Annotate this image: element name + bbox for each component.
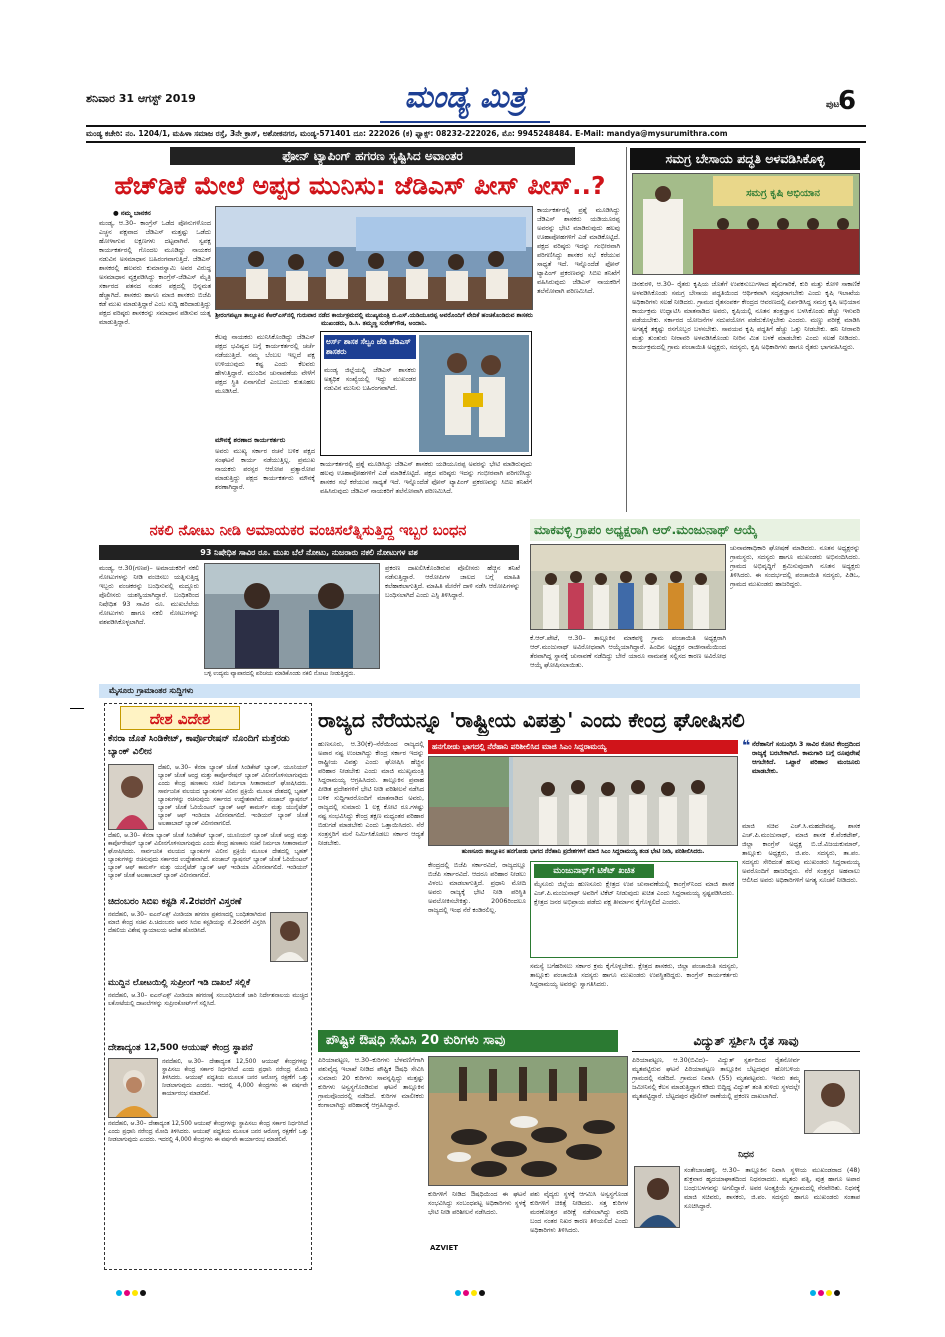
story5-body-col2: ಕೇಂದ್ರದಲ್ಲಿ ಬಿಜೆಪಿ ಸರ್ಕಾರವಿದೆ, ರಾಜ್ಯದಲ್ಲೂ ಬಿಜೆಪಿ ಸರ್ಕಾರವಿದೆ. ಆದರೂ ಪರಿಹಾರ ನೀಡಲು ವಿಳಂಬ ಮಾಡಲಾಗುತ್ತಿದೆ. ಪ್ರಧಾನಿ ಮೋದಿ ಅವರು ರಾಜ್ಯಕ್ಕೆ ಭೇಟಿ ನೀಡಿ ಪರಿಸ್ಥಿತಿ ಅವಲೋಕಿಸಬೇಕಿತ್ತು. 2006ರಿಂದಲೂ ರಾಜ್ಯದಲ್ಲಿ ಇಂಥ ನೆರೆ ಕಂಡಿರಲಿಲ್ಲ.: [428, 861, 526, 914]
column-divider: [626, 147, 627, 512]
story2-headline: ಸಮಗ್ರ ಬೇಸಾಯ ಪದ್ಧತಿ ಅಳವಡಿಸಿಕೊಳ್ಳಿ: [630, 148, 860, 170]
story3-body-right: ಪ್ರಕರಣ ದಾಖಲಿಸಿಕೊಂಡಿರುವ ಪೊಲೀಸರು ಹೆಚ್ಚಿನ ತನಿಖೆ ನಡೆಸುತ್ತಿದ್ದಾರೆ. ಆರೋಪಿಗಳ ಜಾಲದ ಬಗ್ಗೆ ಮಾಹಿತಿ ಕಲೆಹಾಕಲಾಗುತ್ತಿದೆ. ಮಾಹಿತಿ ಮೇರೆಗೆ ದಾಳಿ ನಡೆಸಿ ಆರೋಪಿಗಳನ್ನು ಬಂಧಿಸಲಾಗಿದೆ ಎಂದು ಎಸ್ಪಿ ತಿಳಿಸಿದ್ದಾರೆ.: [385, 564, 520, 599]
story2-event-image: [633, 174, 860, 275]
story1-inset-title: ಅರ್ಸ್ ಶಾಸಕ ಸೆಲ್ವಂ ಜೆಡಿ ಜೆಡಿಎಸ್ ಶಾಸಕರು: [324, 335, 416, 359]
page-number: 6: [838, 86, 857, 116]
story5-flood-image: [429, 757, 738, 846]
obituary-title: ನಿಧನ: [738, 1150, 754, 1160]
desha-videsha-title: ದೇಶ ವಿದೇಶ: [120, 706, 240, 730]
registration-dots-right: [810, 1281, 842, 1300]
pm-photo: [108, 1058, 158, 1118]
page-label: ಪುಟ-: [826, 100, 843, 110]
story1-body-col5: ಕಾರ್ಯಕರ್ತರಲ್ಲಿ ಪ್ರಶ್ನೆ ಮೂಡಿಸಿದ್ದು ಜೆಡಿಎಸ್ ಶಾಸಕರು ಯಡಿಯೂರಪ್ಪ ಅವರನ್ನು ಭೇಟಿ ಮಾಡಿರುವುದು ಹಲವು ಊಹಾಪೋಹಗಳಿಗೆ ಎಡೆ ಮಾಡಿಕೊಟ್ಟಿದೆ. ಪಕ್ಷದ ವರಿಷ್ಠರು ಇದನ್ನು ಗಂಭೀರವಾಗಿ ಪರಿಗಣಿಸಿದ್ದು ಶಾಸಕರ ಸಭೆ ಕರೆಯುವ ಸಾಧ್ಯತೆ ಇದೆ. ಇನ್ನೊಂದೆಡೆ ಫೋನ್ ಟ್ಯಾಪಿಂಗ್ ಪ್ರಕರಣವನ್ನು ಸಿಬಿಐ ತನಿಖೆಗೆ ವಹಿಸಿರುವುದು ಜೆಡಿಎಸ್ ನಾಯಕರಿಗೆ ತಲೆನೋವಾಗಿ ಪರಿಣಮಿಸಿದೆ.: [537, 206, 620, 295]
story1-body-col3: ಅವರು ಮುಖ್ಯ ಸರ್ಕಾರ ರಚನೆ ಬಳಿಕ ಪಕ್ಷದ ಸಂಘಟನೆ ಕಾರ್ಯ ನಡೆಯುತ್ತಿಲ್ಲ. ಪ್ರಮುಖ ನಾಯಕರು ಪರಸ್ಪರ ಆರೋಪ ಪ್ರತ್ಯಾರೋಪ ಮಾಡುತ್ತಿದ್ದು ಪಕ್ಷದ ಕಾರ್ಯಕರ್ತರು ಮೌನಕ್ಕೆ ಶರಣಾಗಿದ್ದಾರೆ.: [215, 447, 315, 491]
story5-quote: [742, 740, 860, 818]
desha-t4: ನವದೆಹಲಿ, ಆ.30– ದೇಶಾದ್ಯಂತ 12,500 ಆಯುಷ್ ಕೇಂದ್ರಗಳನ್ನು ಸ್ಥಾಪಿಸಲು ಕೇಂದ್ರ ಸರ್ಕಾರ ನಿರ್ಧರಿಸಿದೆ ಎಂದು ಪ್ರಧಾನಿ ನರೇಂದ್ರ ಮೋದಿ ತಿಳಿಸಿದರು. ಆಯುಷ್ ಪದ್ಧತಿಯ ಮೂಲಕ ಜನರ ಆರೋಗ್ಯ ರಕ್ಷಣೆಗೆ ಒತ್ತು ನೀಡಲಾಗುವುದು ಎಂದರು. ಇದರಲ್ಲಿ 4,000 ಕೇಂದ್ರಗಳು ಈ ವರ್ಷವೇ ಕಾರ್ಯಾರಂಭ ಮಾಡಲಿವೆ.: [162, 1059, 308, 1097]
story4-group-image: [531, 545, 726, 630]
story5-right-col: ಮಾಜಿ ಸಚಿವ ಎಚ್.ಸಿ.ಮಹದೇವಪ್ಪ, ಶಾಸಕ ಎಚ್.ಪಿ.ಮಂಜುನಾಥ್, ಮಾಜಿ ಶಾಸಕ ಕೆ.ವೆಂಕಟೇಶ್, ಜಿಲ್ಲಾ ಕಾಂಗ್ರೆಸ್ ಅಧ್ಯಕ್ಷ ಬಿ.ಜೆ.ವಿಜಯಕುಮಾರ್, ತಾಲ್ಲೂಕು ಅಧ್ಯಕ್ಷರು, ಜಿ.ಪಂ. ಸದಸ್ಯರು, ತಾ.ಪಂ. ಸದಸ್ಯರು ಸೇರಿದಂತೆ ಹಲವು ಮುಖಂಡರು ಸಿದ್ದರಾಮಯ್ಯ ಅವರೊಂದಿಗೆ ಹಾಜರಿದ್ದರು. ನೆರೆ ಸಂತ್ರಸ್ತರ ಅಹವಾಲು ಆಲಿಸಿದ ಅವರು ಅಧಿಕಾರಿಗಳಿಗೆ ಅಗತ್ಯ ಸೂಚನೆ ನೀಡಿದರು.: [742, 822, 860, 884]
story5-inner-head: ಮಂಜುನಾಥ್‌ಗೆ ಟಿಕೆಟ್ ಖಚಿತ: [534, 864, 654, 878]
story1-photo: [215, 206, 533, 310]
chidambaram-photo: [270, 912, 308, 962]
story5-photo-kicker: ಹನಗೋಡು ಭಾಗದಲ್ಲಿ ನೆರೆಹಾನಿ ಪರಿಶೀಲಿಸಿದ ಮಾಜಿ ಸಿಎಂ ಸಿದ್ದರಾಮಯ್ಯ: [428, 740, 738, 754]
masthead-rule-top: [86, 125, 866, 127]
story1-body-col2: ಕೆಲವು ನಾಯಕರು ಮುನಿಸಿಕೊಂಡಿದ್ದು ಜೆಡಿಎಸ್ ಪಕ್ಷದ ಭವಿಷ್ಯದ ಬಗ್ಗೆ ಕಾರ್ಯಕರ್ತರಲ್ಲಿ ಚರ್ಚೆ ನಡೆಯುತ್ತಿದೆ. ನಮ್ಮ ಬೆಂಬಲ ಇಲ್ಲದೆ ಪಕ್ಷ ಉಳಿಯುವುದು ಕಷ್ಟ ಎಂದು ಕೆಲವರು ಹೇಳುತ್ತಿದ್ದಾರೆ. ಮುಂದಿನ ಚುನಾವಣೆಯ ವೇಳೆಗೆ ಪಕ್ಷದ ಸ್ಥಿತಿ ಏನಾಗಲಿದೆ ಎಂಬುದು ಕುತೂಹಲ ಮೂಡಿಸಿದೆ.: [215, 333, 315, 395]
masthead-rule-bottom: [86, 141, 866, 143]
story5-body-col1: ಹುಣಸೂರು, ಆ.30(ಕೆ)–ನೆರೆಯಿಂದ ರಾಜ್ಯದಲ್ಲಿ ಅಪಾರ ನಷ್ಟ ಉಂಟಾಗಿದ್ದು ಕೇಂದ್ರ ಸರ್ಕಾರ ಇದನ್ನು ರಾಷ್ಟ್ರೀಯ ವಿಪತ್ತು ಎಂದು ಘೋಷಿಸಿ ಹೆಚ್ಚಿನ ಪರಿಹಾರ ನೀಡಬೇಕು ಎಂದು ಮಾಜಿ ಮುಖ್ಯಮಂತ್ರಿ ಸಿದ್ದರಾಮಯ್ಯ ಆಗ್ರಹಿಸಿದರು. ತಾಲ್ಲೂಕಿನ ಪ್ರವಾಹ ಪೀಡಿತ ಪ್ರದೇಶಗಳಿಗೆ ಭೇಟಿ ನೀಡಿ ಪರಿಶೀಲನೆ ನಡೆಸಿದ ಬಳಿಕ ಸುದ್ದಿಗಾರರೊಂದಿಗೆ ಮಾತನಾಡಿದ ಅವರು, ರಾಜ್ಯದಲ್ಲಿ ಸುಮಾರು 1 ಲಕ್ಷ ಕೋಟಿ ರೂ.ಗಳಷ್ಟು ನಷ್ಟ ಸಂಭವಿಸಿದ್ದು ಕೇಂದ್ರ ತಕ್ಷಣ ಮಧ್ಯಂತರ ಪರಿಹಾರ ಬಿಡುಗಡೆ ಮಾಡಬೇಕು ಎಂದು ಒತ್ತಾಯಿಸಿದರು. ನೆರೆ ಸಂತ್ರಸ್ತರಿಗೆ ಮನೆ ನಿರ್ಮಿಸಿಕೊಡಲು ಸರ್ಕಾರ ಆದ್ಯತೆ ನೀಡಬೇಕು.: [318, 740, 424, 847]
story5-photo: [428, 756, 738, 846]
story6-photo: [428, 1056, 628, 1186]
story3-photo: [204, 563, 380, 669]
story1-inset: [320, 331, 532, 456]
story4-body: ಕೆ.ಆರ್.ಪೇಟೆ, ಆ.30– ತಾಲ್ಲೂಕಿನ ಮಾಕವಳ್ಳಿ ಗ್ರಾಮ ಪಂಚಾಯಿತಿ ಅಧ್ಯಕ್ಷರಾಗಿ ಆರ್.ಮಂಜುನಾಥ್ ಅವಿರೋಧವಾಗಿ ಆಯ್ಕೆಯಾಗಿದ್ದಾರೆ. ಹಿಂದಿನ ಅಧ್ಯಕ್ಷರ ರಾಜೀನಾಮೆಯಿಂದ ತೆರವಾಗಿದ್ದ ಸ್ಥಾನಕ್ಕೆ ಚುನಾವಣೆ ನಡೆದಿದ್ದು ಬೇರೆ ಯಾರೂ ನಾಮಪತ್ರ ಸಲ್ಲಿಸದ ಕಾರಣ ಅವಿರೋಧ ಆಯ್ಕೆ ಘೋಷಿಸಲಾಯಿತು.: [530, 634, 726, 669]
registration-dots-left: [116, 1281, 148, 1300]
story5-body-col3: ಸಮಸ್ಯೆ ಬಗೆಹರಿಸಲು ಸರ್ಕಾರ ಕ್ರಮ ಕೈಗೊಳ್ಳಬೇಕು. ಕ್ಷೇತ್ರದ ಶಾಸಕರು, ಜಿಲ್ಲಾ ಪಂಚಾಯಿತಿ ಸದಸ್ಯರು, ತಾಲ್ಲೂಕು ಪಂಚಾಯಿತಿ ಸದಸ್ಯರು ಹಾಗೂ ಮುಖಂಡರು ಉಪಸ್ಥಿತರಿದ್ದರು. ಕಾಂಗ್ರೆಸ್ ಕಾರ್ಯಕರ್ತರು ಸಿದ್ದರಾಮಯ್ಯ ಅವರನ್ನು ಸ್ವಾಗತಿಸಿದರು.: [530, 962, 738, 988]
story3-accused-image: [205, 564, 380, 669]
story6-body-col2: ಕುರಿಗಳಿಗೆ ನೀಡಿದ ಔಷಧಿಯಿಂದ ಈ ಘಟನೆ ಸಂಭವಿಸಿದ್ದು ಸಂಬಂಧಪಟ್ಟ ಅಧಿಕಾರಿಗಳು ಸ್ಥಳಕ್ಕೆ ಭೇಟಿ ನೀಡಿ ಪರಿಶೀಲನೆ ನಡೆಸಿದರು.: [428, 1190, 526, 1216]
story6-headline: ಪೌಷ್ಟಿಕ ಔಷಧಿ ಸೇವಿಸಿ 20 ಕುರಿಗಳು ಸಾವು: [318, 1030, 618, 1052]
story2-photo: [632, 173, 860, 275]
story7-body: ಪಿರಿಯಾಪಟ್ಟಣ, ಆ.30(ಬಿವಿದ)– ವಿದ್ಯುತ್ ಸ್ಪರ್ಶದಿಂದ ರೈತನೋರ್ವ ಮೃತಪಟ್ಟಿರುವ ಘಟನೆ ಪಿರಿಯಾಪಟ್ಟಣ ತಾಲ್ಲೂಕಿನ ಬೆಟ್ಟದಪುರ ಹೋಬಳಿಯ ಗ್ರಾಮದಲ್ಲಿ ನಡೆದಿದೆ. ಗ್ರಾಮದ ನಿವಾಸಿ (55) ಮೃತಪಟ್ಟವರು. ಇವರು ತಮ್ಮ ಜಮೀನಿನಲ್ಲಿ ಕೆಲಸ ಮಾಡುತ್ತಿದ್ದಾಗ ಕಡಿದು ಬಿದ್ದಿದ್ದ ವಿದ್ಯುತ್ ತಂತಿ ತುಳಿದು ಸ್ಥಳದಲ್ಲೇ ಮೃತಪಟ್ಟಿದ್ದಾರೆ. ಬೆಟ್ಟದಪುರ ಪೊಲೀಸ್ ಠಾಣೆಯಲ್ಲಿ ಪ್ರಕರಣ ದಾಖಲಾಗಿದೆ.: [632, 1056, 800, 1100]
story7-photo: [804, 1070, 860, 1134]
story3-headline: ನಕಲಿ ನೋಟು ನೀಡಿ ಅಮಾಯಕರ ವಂಚಿಸಲೆತ್ನಿಸುತ್ತಿದ್ದ ಇಬ್ಬರ ಬಂಧನ: [149, 523, 467, 539]
obituary-photo: [634, 1166, 680, 1228]
obituary-body: ಸಂತೇಬಾಚಹಳ್ಳಿ, ಆ.30– ತಾಲ್ಲೂಕಿನ ನಿವಾಸಿ ಸ್ಥಳೀಯ ಮುಖಂಡರಾದ (48) ಶುಕ್ರವಾರ ಹೃದಯಾಘಾತದಿಂದ ನಿಧನರಾದರು. ಮೃತರು ಪತ್ನಿ, ಪುತ್ರ ಹಾಗೂ ಅಪಾರ ಬಂಧುಬಳಗವನ್ನು ಅಗಲಿದ್ದಾರೆ. ಅವರ ಅಂತ್ಯಕ್ರಿಯೆ ಸ್ವಗ್ರಾಮದಲ್ಲಿ ನೆರವೇರಿತು. ನಿಧನಕ್ಕೆ ಮಾಜಿ ಸಚಿವರು, ಶಾಸಕರು, ಜಿ.ಪಂ. ಸದಸ್ಯರು ಹಾಗೂ ಮುಖಂಡರು ಸಂತಾಪ ಸೂಚಿಸಿದ್ದಾರೆ.: [684, 1166, 860, 1210]
story3-photo-caption: ಬಳ್ಳಿ ಉದ್ಯಮ ವ್ಯಾಪಾರದಲ್ಲಿ ಪರಿಚಯ ಮಾಡಿಕೊಂಡು ನಕಲಿ ನೋಟು ನೀಡುತ್ತಿದ್ದರು.: [204, 671, 356, 677]
story5-inner-text: ಮೈಸೂರು ಜಿಲ್ಲೆಯ ಹುಣಸೂರು ಕ್ಷೇತ್ರದ ಉಪ ಚುನಾವಣೆಯಲ್ಲಿ ಕಾಂಗ್ರೆಸ್‌ನಿಂದ ಮಾಜಿ ಶಾಸಕ ಎಚ್.ಪಿ.ಮಂಜುನಾಥ್ ಅವರಿಗೆ ಟಿಕೆಟ್ ನೀಡುವುದು ಖಚಿತ ಎಂದು ಸಿದ್ದರಾಮಯ್ಯ ಸ್ಪಷ್ಟಪಡಿಸಿದರು. ಕ್ಷೇತ್ರದ ಜನರ ಅಭಿಪ್ರಾಯ ಪಡೆದು ಪಕ್ಷ ತೀರ್ಮಾನ ಕೈಗೊಳ್ಳಲಿದೆ ಎಂದರು.: [534, 880, 734, 906]
newspaper-logo: ಮಂಡ್ಯ ಮಿತ್ರ: [404, 80, 526, 115]
registration-dots-center: [455, 1281, 487, 1300]
pm-image: [109, 1059, 158, 1118]
story6-body-col3: ಪಶು ವೈದ್ಯರು ಸ್ಥಳಕ್ಕೆ ಆಗಮಿಸಿ ಅಸ್ವಸ್ಥಗೊಂಡ ಕುರಿಗಳಿಗೆ ಚಿಕಿತ್ಸೆ ನೀಡಿದರು. ಸತ್ತ ಕುರಿಗಳ ಮರಣೋತ್ತರ ಪರೀಕ್ಷೆ ನಡೆಸಲಾಗಿದ್ದು ವರದಿ ಬಂದ ನಂತರ ನಿಖರ ಕಾರಣ ತಿಳಿಯಲಿದೆ ಎಂದು ಅಧಿಕಾರಿಗಳು ತಿಳಿಸಿದರು.: [530, 1190, 628, 1234]
story1-photo-caption: ಶ್ರೀರಂಗಪಟ್ಟಣ ತಾಲ್ಲೂಕಿನ ಕೆಆರ್‌ಎಸ್‌ನಲ್ಲಿ ಗುರುವಾರ ನಡೆದ ಕಾರ್ಯಕ್ರಮದಲ್ಲಿ ಮುಖ್ಯಮಂತ್ರಿ ಬಿ.ಎಸ್.ಯಡಿಯೂರಪ್ಪ ಅವರೊಂದಿಗೆ ವೇದಿಕೆ ಹಂಚಿಕೊಂಡಿರುವ ಶಾಸಕರು ಮುಖಂಡರು, ಡಿ.ಸಿ. ತಮ್ಮಣ್ಣ ಸುರೇಶ್‌ಗೌಡ, ಅಂದಾನಿ.: [215, 312, 533, 327]
story1-body-col1: ಮಂಡ್ಯ, ಆ.30– ಕಾಂಗ್ರೆಸ್ ಒಡೆದ ಪೋನುಗಳೊಂದ ಎಚ್ಚನ ಪಕ್ಷವಾದ ಜೆಡಿಎಸ್ ಮತ್ತಷ್ಟು ಒಡೆದು ಹೋಳಾಗುವ ಲಕ್ಷಣಗಳು ದಟ್ಟವಾಗಿವೆ. ಸ್ವಪಕ್ಷ ಕಾರ್ಯಕರ್ತರಲ್ಲಿ ಗೊಂದಲ ಮೂಡಿದ್ದು ನಾಯಕರ ನಡುವಿನ ಅಸಮಾಧಾನ ಬಹಿರಂಗವಾಗುತ್ತಿದೆ. ಜೆಡಿಎಸ್ ಶಾಸಕರಲ್ಲಿ ಹಲವರು ಕುಮಾರಸ್ವಾಮಿ ಅವರ ವಿರುದ್ಧ ಅಸಮಾಧಾನ ವ್ಯಕ್ತಪಡಿಸಿದ್ದು ಕಾಂಗ್ರೆಸ್-ಜೆಡಿಎಸ್ ಮೈತ್ರಿ ಸರ್ಕಾರದ ಪತನದ ನಂತರ ಪಕ್ಷದಲ್ಲಿ ಭಿನ್ನಮತ ಹೆಚ್ಚಾಗಿದೆ. ಶಾಸಕರು ಹಾಗೂ ಮಾಜಿ ಶಾಸಕರು ಬಿಜೆಪಿ ಕಡೆ ಮುಖ ಮಾಡುತ್ತಿದ್ದಾರೆ ಎಂಬ ಸುದ್ದಿ ಹರಿದಾಡುತ್ತಿದ್ದು ಪಕ್ಷದ ವರಿಷ್ಠರು ಶಾಸಕರನ್ನು ಸಮಾಧಾನ ಪಡಿಸುವ ಯತ್ನ ಮಾಡುತ್ತಿದ್ದಾರೆ.: [99, 219, 211, 326]
chidambaram-image: [271, 913, 308, 962]
minister-image: [109, 765, 154, 830]
section-strip: ಮೈಸೂರು ಗ್ರಾಮಾಂತರ ಸುದ್ದಿಗಳು: [99, 684, 860, 698]
victim-image: [805, 1071, 860, 1134]
story4-photo: [530, 544, 726, 630]
story1-inset-text: ಮಂಡ್ಯ ಜಿಲ್ಲೆಯಲ್ಲಿ ಜೆಡಿಎಸ್ ಶಾಸಕರು ಅತ್ಯಧಿಕ ಸಂಖ್ಯೆಯಲ್ಲಿ ಇದ್ದು ಮುಖಂಡರ ನಡುವಿನ ಮುನಿಸು ಬಹಿರಂಗವಾಗಿದೆ.: [324, 366, 416, 392]
story7-headline: ವಿದ್ಯುತ್ ಸ್ಪರ್ಶಿಸಿ ರೈತ ಸಾವು: [632, 1030, 860, 1052]
story4-headline: ಮಾಕವಳ್ಳಿ ಗ್ರಾಪಂ ಅಧ್ಯಕ್ಷರಾಗಿ ಆರ್.ಮಂಜುನಾಥ್ ಆಯ್ಕೆ: [530, 519, 860, 541]
office-address: ಮಂಡ್ಯ ಕಚೇರಿ: ನಂ. 1204/1, ಮಹಿಳಾ ಸಮಾಜ ರಸ್ತೆ, 3ನೇ ಕ್ರಾಸ್, ಅಶೋಕನಗರ, ಮಂಡ್ಯ-571401 ದೂ: 222026 (ಕ) ಫ್ಯಾಕ್ಸ್: 08232-222026, ಮೊ: 9945248484. E-Mail: mandya@mysurumithra.com: [86, 129, 728, 138]
crop-mark: [70, 708, 84, 709]
story3-subhead: 93 ನಿಷೇಧಿತ ಸಾವಿರ ರೂ. ಮುಖ ಬೆಲೆ ನೋಟು, ನುಜರಾರು ನಕಲಿ ನೋಟುಗಳ ವಶ: [99, 545, 519, 560]
desha-h2: ಚಿದಂಬರಂ ಸಿಬಿಐ ಕಸ್ಟಡಿ ಸೆ.2ರವರೆಗೆ ವಿಸ್ತರಣೆ: [108, 897, 242, 907]
story5-quote-text: ನೆರೆಹಾನಿಗೆ ಸಂಬಂಧಿಸಿ 3 ಸಾವಿರ ಕೋಟಿ ಕೇಂದ್ರದಿಂದ ರಾಜ್ಯಕ್ಕೆ ಬರಬೇಕಾಗಿದೆ. ಕಾಮಗಾರಿ ಬಗ್ಗೆ ರೂಪುರೇಷೆ ಆಗಬೇಕಿದೆ. ಒಟ್ಟಾರೆ ಪರಿಹಾರ ಮಂಜೂರು ಮಾಡಬೇಕು.: [752, 740, 860, 775]
story5-headline: ರಾಜ್ಯದ ನೆರೆಯನ್ನೂ 'ರಾಷ್ಟ್ರೀಯ ವಿಪತ್ತು' ಎಂದು ಕೇಂದ್ರ ಘೋಷಿಸಲಿ: [318, 708, 745, 732]
desha-t2: ನವದೆಹಲಿ, ಆ.30– ಐಎನ್‌ಎಕ್ಸ್ ಮೀಡಿಯಾ ಹಗರಣ ಪ್ರಕರಣದಲ್ಲಿ ಬಂಧಿತರಾಗಿರುವ ಮಾಜಿ ಕೇಂದ್ರ ಸಚಿವ ಪಿ.ಚಿದಂಬರಂ ಅವರ ಸಿಬಿಐ ಕಸ್ಟಡಿಯನ್ನು ಸೆ.2ರವರೆಗೆ ವಿಸ್ತರಿಸಿ ದೆಹಲಿಯ ವಿಶೇಷ ನ್ಯಾಯಾಲಯ ಆದೇಶ ಹೊರಡಿಸಿದೆ.: [108, 912, 266, 934]
story3-body-left: ಮಂಡ್ಯ, ಆ.30(ಗಣಪ)– ಅಮಾಯಕರಿಗೆ ನಕಲಿ ನೋಟುಗಳನ್ನು ನೀಡಿ ವಂಚಿಸಲು ಯತ್ನಿಸುತ್ತಿದ್ದ ಇಬ್ಬರು ವಂಚಕರನ್ನು ಬಂಧಿಸುವಲ್ಲಿ ಮದ್ದೂರು ಪೊಲೀಸರು ಯಶಸ್ವಿಯಾಗಿದ್ದಾರೆ. ಬಂಧಿತರಿಂದ ನಿಷೇಧಿತ 93 ಸಾವಿರ ರೂ. ಮುಖಬೆಲೆಯ ನೋಟುಗಳು ಹಾಗೂ ನಕಲಿ ನೋಟುಗಳನ್ನು ವಶಪಡಿಸಿಕೊಳ್ಳಲಾಗಿದೆ.: [99, 564, 199, 626]
logo-underline: [380, 121, 550, 123]
story1-inset-photo: [419, 335, 529, 452]
story6-brand: AZVIET: [430, 1244, 459, 1252]
story6-body-col1: ಪಿರಿಯಾಪಟ್ಟಣ, ಆ.30–ಕುರಿಗಳು ಬೆಳವಣಿಗೆಗಾಗಿ ಪಶುವೈದ್ಯ ಇಲಾಖೆ ನೀಡಿದ ಪೌಷ್ಟಿಕ ಔಷಧಿ ಸೇವಿಸಿ ಸುಮಾರು 20 ಕುರಿಗಳು ಸಾವನ್ನಪ್ಪಿದ್ದು ಮತ್ತಷ್ಟು ಕುರಿಗಳು ಅಸ್ವಸ್ಥಗೊಂಡಿರುವ ಘಟನೆ ತಾಲ್ಲೂಕಿನ ಗ್ರಾಮವೊಂದರಲ್ಲಿ ನಡೆದಿದೆ. ಕುರಿಗಳ ಮಾಲೀಕರು ಕಂಗಾಲಾಗಿದ್ದು ಪರಿಹಾರಕ್ಕೆ ಆಗ್ರಹಿಸಿದ್ದಾರೆ.: [318, 1056, 424, 1109]
desha-t1-cont: ದೆಹಲಿ, ಆ.30– ಕೆನರಾ ಬ್ಯಾಂಕ್ ಜೊತೆ ಸಿಂಡಿಕೇಟ್ ಬ್ಯಾಂಕ್, ಯೂನಿಯನ್ ಬ್ಯಾಂಕ್ ಜೊತೆ ಆಂಧ್ರ ಮತ್ತು ಕಾರ್ಪೊರೇಷನ್ ಬ್ಯಾಂಕ್ ವಿಲೀನಗೊಳಿಸಲಾಗುವುದು ಎಂದು ಕೇಂದ್ರ ಹಣಕಾಸು ಸಚಿವೆ ನಿರ್ಮಲಾ ಸೀತಾರಾಮನ್ ಘೋಷಿಸಿದರು. ಸಾರ್ವಜನಿಕ ವಲಯದ ಬ್ಯಾಂಕುಗಳ ವಿಲೀನ ಪ್ರಕ್ರಿಯೆ ಮೂಲಕ ದೇಶದಲ್ಲಿ ಬೃಹತ್ ಬ್ಯಾಂಕುಗಳನ್ನು ರಚಿಸುವುದು ಸರ್ಕಾರದ ಉದ್ದೇಶವಾಗಿದೆ. ಪಂಜಾಬ್ ನ್ಯಾಷನಲ್ ಬ್ಯಾಂಕ್ ಜೊತೆ ಓರಿಯೆಂಟಲ್ ಬ್ಯಾಂಕ್ ಆಫ್ ಕಾಮರ್ಸ್ ಮತ್ತು ಯುನೈಟೆಡ್ ಬ್ಯಾಂಕ್ ಆಫ್ ಇಂಡಿಯಾ ವಿಲೀನವಾಗಲಿದೆ. ಇಂಡಿಯನ್ ಬ್ಯಾಂಕ್ ಜೊತೆ ಅಲಹಾಬಾದ್ ಬ್ಯಾಂಕ್ ವಿಲೀನವಾಗಲಿದೆ.: [108, 833, 308, 879]
desha-h4: ದೇಶಾದ್ಯಂತ 12,500 ಆಯುಷ್ ಕೇಂದ್ರ ಸ್ಥಾಪನೆ: [108, 1043, 253, 1053]
desha-t4-cont: ನವದೆಹಲಿ, ಆ.30– ದೇಶಾದ್ಯಂತ 12,500 ಆಯುಷ್ ಕೇಂದ್ರಗಳನ್ನು ಸ್ಥಾಪಿಸಲು ಕೇಂದ್ರ ಸರ್ಕಾರ ನಿರ್ಧರಿಸಿದೆ ಎಂದು ಪ್ರಧಾನಿ ನರೇಂದ್ರ ಮೋದಿ ತಿಳಿಸಿದರು. ಆಯುಷ್ ಪದ್ಧತಿಯ ಮೂಲಕ ಜನರ ಆರೋಗ್ಯ ರಕ್ಷಣೆಗೆ ಒತ್ತು ನೀಡಲಾಗುವುದು ಎಂದರು. ಇದರಲ್ಲಿ 4,000 ಕೇಂದ್ರಗಳು ಈ ವರ್ಷವೇ ಕಾರ್ಯಾರಂಭ ಮಾಡಲಿವೆ.: [108, 1121, 308, 1143]
desha-h1: ಕೆನರಾ ಜೊತೆ ಸಿಂಡಿಕೇಟ್, ಕಾರ್ಪೊರೇಷನ್ ನೊಂದಿಗೆ ಮತ್ತೆರಡು ಬ್ಯಾಂಕ್ ವಿಲೀನ: [108, 734, 290, 757]
page-date: ಶನಿವಾರ 31 ಆಗಸ್ಟ್ 2019: [86, 92, 196, 105]
story4-body-right: ಚುನಾವಣಾಧಿಕಾರಿ ಘೋಷಣೆ ಮಾಡಿದರು. ನೂತನ ಅಧ್ಯಕ್ಷರನ್ನು ಗ್ರಾಮಸ್ಥರು, ಸದಸ್ಯರು ಹಾಗೂ ಮುಖಂಡರು ಅಭಿನಂದಿಸಿದರು. ಗ್ರಾಮದ ಅಭಿವೃದ್ಧಿಗೆ ಶ್ರಮಿಸುವುದಾಗಿ ನೂತನ ಅಧ್ಯಕ್ಷರು ತಿಳಿಸಿದರು. ಈ ಸಂದರ್ಭದಲ್ಲಿ ಪಂಚಾಯಿತಿ ಸದಸ್ಯರು, ಪಿಡಿಒ, ಗ್ರಾಮದ ಮುಖಂಡರು ಹಾಜರಿದ್ದರು.: [730, 544, 860, 588]
quote-icon: ❝: [742, 738, 751, 754]
story1-kicker: ಫೋನ್ ಟ್ಯಾಪಿಂಗ್ ಹಗರಣ ಸೃಷ್ಟಿಸಿದ ಅವಾಂತರ: [170, 147, 575, 165]
story2-banner-text: ಸಮಗ್ರ ಕೃಷಿ ಅಭಿಯಾನ: [746, 188, 820, 199]
desha-h3: ಮುದ್ದಿನ ಲೋಟಯಿಲ್ಲಿ ಸುಪ್ರೀಂಗೆ ಇಡಿ ದಾಖಲೆ ಸಲ್ಲಿಕೆ: [108, 978, 251, 988]
deceased-image: [635, 1167, 680, 1228]
story1-stage-image: [216, 207, 533, 310]
story6-sheep-image: [429, 1057, 628, 1186]
story1-headline: ಹೆಚ್‌ಡಿಕೆ ಮೇಲೆ ಅಪ್ಪರ ಮುನಿಸು: ಜೆಡಿಎಸ್ ಪೀಸ್ ಪೀಸ್..?: [114, 171, 606, 200]
desha-t1: ದೆಹಲಿ, ಆ.30– ಕೆನರಾ ಬ್ಯಾಂಕ್ ಜೊತೆ ಸಿಂಡಿಕೇಟ್ ಬ್ಯಾಂಕ್, ಯೂನಿಯನ್ ಬ್ಯಾಂಕ್ ಜೊತೆ ಆಂಧ್ರ ಮತ್ತು ಕಾರ್ಪೊರೇಷನ್ ಬ್ಯಾಂಕ್ ವಿಲೀನಗೊಳಿಸಲಾಗುವುದು ಎಂದು ಕೇಂದ್ರ ಹಣಕಾಸು ಸಚಿವೆ ನಿರ್ಮಲಾ ಸೀತಾರಾಮನ್ ಘೋಷಿಸಿದರು. ಸಾರ್ವಜನಿಕ ವಲಯದ ಬ್ಯಾಂಕುಗಳ ವಿಲೀನ ಪ್ರಕ್ರಿಯೆ ಮೂಲಕ ದೇಶದಲ್ಲಿ ಬೃಹತ್ ಬ್ಯಾಂಕುಗಳನ್ನು ರಚಿಸುವುದು ಸರ್ಕಾರದ ಉದ್ದೇಶವಾಗಿದೆ. ಪಂಜಾಬ್ ನ್ಯಾಷನಲ್ ಬ್ಯಾಂಕ್ ಜೊತೆ ಓರಿಯೆಂಟಲ್ ಬ್ಯಾಂಕ್ ಆಫ್ ಕಾಮರ್ಸ್ ಮತ್ತು ಯುನೈಟೆಡ್ ಬ್ಯಾಂಕ್ ಆಫ್ ಇಂಡಿಯಾ ವಿಲೀನವಾಗಲಿದೆ. ಇಂಡಿಯನ್ ಬ್ಯಾಂಕ್ ಜೊತೆ ಅಲಹಾಬಾದ್ ಬ್ಯಾಂಕ್ ವಿಲೀನವಾಗಲಿದೆ.: [158, 765, 308, 827]
minister-photo: [108, 764, 154, 830]
desha-t3: ನವದೆಹಲಿ, ಆ.30– ಐಎನ್‌ಎಕ್ಸ್ ಮೀಡಿಯಾ ಹಗರಣಕ್ಕೆ ಸಂಬಂಧಿಸಿದಂತೆ ಜಾರಿ ನಿರ್ದೇಶನಾಲಯ ಮುಚ್ಚಿದ ಲಕೋಟೆಯಲ್ಲಿ ದಾಖಲೆಗಳನ್ನು ಸುಪ್ರೀಂಕೋರ್ಟ್‌ಗೆ ಸಲ್ಲಿಸಿದೆ.: [108, 993, 308, 1007]
story1-body-col4: ಕಾರ್ಯಕರ್ತರಲ್ಲಿ ಪ್ರಶ್ನೆ ಮೂಡಿಸಿದ್ದು ಜೆಡಿಎಸ್ ಶಾಸಕರು ಯಡಿಯೂರಪ್ಪ ಅವರನ್ನು ಭೇಟಿ ಮಾಡಿರುವುದು ಹಲವು ಊಹಾಪೋಹಗಳಿಗೆ ಎಡೆ ಮಾಡಿಕೊಟ್ಟಿದೆ. ಪಕ್ಷದ ವರಿಷ್ಠರು ಇದನ್ನು ಗಂಭೀರವಾಗಿ ಪರಿಗಣಿಸಿದ್ದು ಶಾಸಕರ ಸಭೆ ಕರೆಯುವ ಸಾಧ್ಯತೆ ಇದೆ. ಇನ್ನೊಂದೆಡೆ ಫೋನ್ ಟ್ಯಾಪಿಂಗ್ ಪ್ರಕರಣವನ್ನು ಸಿಬಿಐ ತನಿಖೆಗೆ ವಹಿಸಿರುವುದು ಜೆಡಿಎಸ್ ನಾಯಕರಿಗೆ ತಲೆನೋವಾಗಿ ಪರಿಣಮಿಸಿದೆ.: [320, 460, 532, 495]
story5-photo-caption: ಹುಣಸೂರು ತಾಲ್ಲೂಕಿನ ಹನಗೋಡು ಭಾಗದ ನೆರೆಹಾನಿ ಪ್ರದೇಶಗಳಿಗೆ ಮಾಜಿ ಸಿಎಂ ಸಿದ್ದರಾಮಯ್ಯ ತಂಡ ಭೇಟಿ ನೀಡಿ, ಪರಿಶೀಲಿಸಿದರು.: [461, 849, 705, 855]
story1-byline: ● ನಮ್ಮ ಬಾನಕನ: [113, 209, 151, 217]
story2-body: ಚಿನಕುರಳಿ, ಆ.30– ರೈತರು ಕೃಷಿಯ ಜೊತೆಗೆ ಉಪಕಸುಬುಗಳಾದ ಹೈನುಗಾರಿಕೆ, ಕುರಿ ಮತ್ತು ಕೋಳಿ ಸಾಕಾಣಿಕೆ ಅಳವಡಿಸಿಕೊಂಡು ಸಮಗ್ರ ಬೇಸಾಯ ಪದ್ಧತಿಯಿಂದ ಆರ್ಥಿಕವಾಗಿ ಸದೃಢರಾಗಬೇಕು ಎಂದು ಕೃಷಿ ಇಲಾಖೆಯ ಅಧಿಕಾರಿಗಳು ಸಲಹೆ ನೀಡಿದರು. ಗ್ರಾಮದ ರೈತಸಂಪರ್ಕ ಕೇಂದ್ರದ ಆವರಣದಲ್ಲಿ ಏರ್ಪಡಿಸಿದ್ದ ಸಮಗ್ರ ಕೃಷಿ ಅಭಿಯಾನ ಕಾರ್ಯಕ್ರಮ ಉದ್ಘಾಟಿಸಿ ಮಾತನಾಡಿದ ಅವರು, ಕೃಷಿಯಲ್ಲಿ ನೂತನ ತಂತ್ರಜ್ಞಾನ ಬಳಸಿಕೊಂಡು ಹೆಚ್ಚು ಇಳುವರಿ ಪಡೆಯಬೇಕು. ಸರ್ಕಾರದ ಯೋಜನೆಗಳ ಸದುಪಯೋಗ ಪಡೆದುಕೊಳ್ಳಬೇಕು ಎಂದರು. ಮಣ್ಣು ಪರೀಕ್ಷೆ ಮಾಡಿಸಿ ಅಗತ್ಯಕ್ಕೆ ತಕ್ಕಷ್ಟು ರಸಗೊಬ್ಬರ ಬಳಸಬೇಕು. ಸಾವಯವ ಕೃಷಿ ಪದ್ಧತಿಗೆ ಹೆಚ್ಚು ಒತ್ತು ನೀಡಬೇಕು. ಹನಿ ನೀರಾವರಿ ಮತ್ತು ತುಂತುರು ನೀರಾವರಿ ಅಳವಡಿಸಿಕೊಂಡು ನೀರಿನ ಮಿತ ಬಳಕೆ ಮಾಡಬೇಕು ಎಂದು ಸಲಹೆ ನೀಡಿದರು. ಕಾರ್ಯಕ್ರಮದಲ್ಲಿ ಗ್ರಾಮ ಪಂಚಾಯಿತಿ ಅಧ್ಯಕ್ಷರು, ಸದಸ್ಯರು, ಕೃಷಿ ಅಧಿಕಾರಿಗಳು ಹಾಗೂ ರೈತರು ಭಾಗವಹಿಸಿದ್ದರು.: [632, 280, 860, 351]
story1-subhead: ಮೌನಕ್ಕೆ ಶರಣಾದ ಕಾರ್ಯಕರ್ತರು: [215, 436, 286, 444]
